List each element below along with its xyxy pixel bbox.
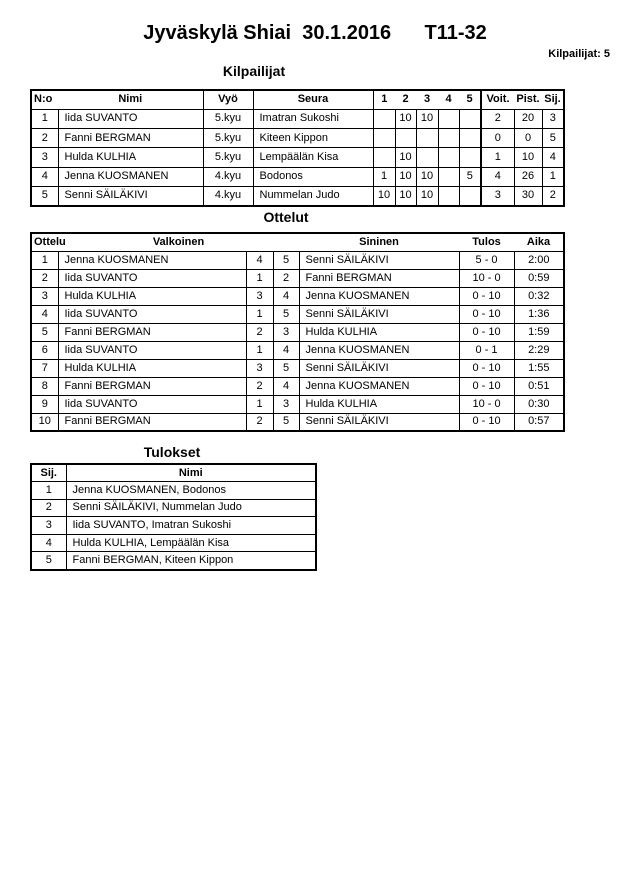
cell-white-number: 1 — [246, 395, 273, 413]
cell-score: 0 - 10 — [459, 359, 514, 377]
cell-points: 10 — [514, 148, 542, 167]
cell-blue-name: Senni SÄILÄKIVI — [299, 413, 459, 431]
cell-white-name: Hulda KULHIA — [58, 287, 246, 305]
cell-club: Nummelan Judo — [253, 186, 373, 205]
col-header-ottelu: Ottelu — [34, 235, 66, 248]
cell-place: 2 — [549, 189, 556, 202]
ottelut-row — [31, 341, 564, 359]
tulokset-header-row — [31, 464, 316, 482]
col-header-nimi: Nimi — [178, 466, 203, 479]
col-header-match-4: 4 — [445, 93, 452, 106]
cell-place: 3 — [549, 112, 556, 125]
cell-blue-name: Senni SÄILÄKIVI — [299, 251, 459, 269]
ottelut-table — [30, 232, 565, 432]
ottelut-row — [31, 359, 564, 377]
cell-belt: 5.kyu — [203, 148, 253, 167]
cell-white-name: Iida SUVANTO — [58, 341, 246, 359]
kilpailijat-row — [31, 148, 564, 167]
section-heading-tulokset: Tulokset — [143, 444, 201, 460]
cell-white-number: 4 — [246, 251, 273, 269]
cell-match-3: 10 — [416, 167, 438, 186]
ottelut-row — [31, 287, 564, 305]
cell-points: 20 — [514, 109, 542, 128]
cell-name: Jenna KUOSMANEN — [58, 167, 203, 186]
cell-white-number: 1 — [246, 305, 273, 323]
cell-name-club: Iida SUVANTO, Imatran Sukoshi — [72, 519, 232, 532]
kilpailijat-table — [30, 89, 565, 207]
ottelut-row — [31, 395, 564, 413]
cell-white-number: 1 — [246, 269, 273, 287]
col-header-tulos: Tulos — [472, 235, 501, 248]
col-header-aika: Aika — [526, 235, 551, 248]
cell-white-name: Iida SUVANTO — [58, 305, 246, 323]
cell-blue-number: 4 — [273, 377, 299, 395]
kilpailijat-row — [31, 167, 564, 186]
section-heading-ottelut: Ottelut — [263, 209, 309, 225]
cell-match-4 — [438, 148, 459, 167]
cell-white-number: 2 — [246, 413, 273, 431]
cell-wins: 2 — [481, 109, 514, 128]
cell-match-4 — [438, 186, 459, 205]
cell-points: 30 — [514, 186, 542, 205]
col-header-sij: Sij. — [544, 93, 561, 106]
col-header-sij: Sij. — [31, 464, 66, 482]
col-header-match-5: 5 — [459, 90, 481, 109]
ottelut-row — [31, 377, 564, 395]
cell-blue-number: 3 — [273, 395, 299, 413]
cell-match-no: 10 — [31, 413, 58, 431]
cell-match-3 — [416, 129, 438, 148]
cell-match-2: 10 — [395, 148, 416, 167]
cell-blue-number: 4 — [273, 287, 299, 305]
cell-club: Bodonos — [253, 167, 373, 186]
cell-white-number: 3 — [246, 287, 273, 305]
col-header-nimi: Nimi — [58, 90, 203, 109]
cell-blue-name: Fanni BERGMAN — [299, 269, 459, 287]
cell-wins: 4 — [481, 167, 514, 186]
cell-white-name: Hulda KULHIA — [58, 359, 246, 377]
cell-no: 1 — [31, 109, 58, 128]
cell-place: 5 — [31, 552, 66, 570]
cell-no: 4 — [31, 167, 58, 186]
cell-belt: 4.kyu — [203, 186, 253, 205]
cell-match-1: 10 — [373, 186, 395, 205]
cell-match-1 — [373, 129, 395, 148]
col-header-valkoinen: Valkoinen — [152, 235, 205, 248]
cell-white-name: Iida SUVANTO — [58, 395, 246, 413]
cell-blue-number: 4 — [273, 341, 299, 359]
cell-place: 3 — [31, 517, 66, 535]
cell-match-no: 3 — [31, 287, 58, 305]
cell-belt: 4.kyu — [203, 167, 253, 186]
cell-match-no: 6 — [31, 341, 58, 359]
cell-blue-number: 5 — [273, 359, 299, 377]
cell-name: Hulda KULHIA — [58, 148, 203, 167]
cell-match-no: 5 — [31, 323, 58, 341]
cell-score: 0 - 10 — [459, 305, 514, 323]
cell-white-number: 2 — [246, 377, 273, 395]
ottelut-row — [31, 269, 564, 287]
cell-place: 5 — [549, 131, 556, 144]
cell-blue-number: 5 — [273, 251, 299, 269]
cell-white-number: 1 — [246, 341, 273, 359]
cell-name: Fanni BERGMAN — [58, 129, 203, 148]
cell-belt: 5.kyu — [203, 109, 253, 128]
kilpailijat-row — [31, 186, 564, 205]
cell-match-2: 10 — [395, 109, 416, 128]
cell-blue-name: Jenna KUOSMANEN — [299, 341, 459, 359]
cell-score: 0 - 10 — [459, 413, 514, 431]
cell-points: 26 — [514, 167, 542, 186]
col-header-voit: Voit. — [486, 93, 510, 106]
ottelut-row — [31, 323, 564, 341]
cell-white-name: Fanni BERGMAN — [58, 323, 246, 341]
tulokset-row — [31, 534, 316, 552]
cell-match-5 — [459, 186, 481, 205]
cell-name-club: Senni SÄILÄKIVI, Nummelan Judo — [72, 501, 242, 514]
cell-name: Iida SUVANTO — [58, 109, 203, 128]
cell-white-number: 2 — [246, 323, 273, 341]
cell-club: Kiteen Kippon — [253, 129, 373, 148]
cell-match-2 — [395, 129, 416, 148]
cell-blue-number: 5 — [273, 413, 299, 431]
cell-score: 10 - 0 — [459, 395, 514, 413]
cell-time: 2:00 — [528, 253, 550, 266]
section-heading-kilpailijat: Kilpailijat — [222, 63, 286, 79]
cell-blue-number: 3 — [273, 323, 299, 341]
cell-no: 2 — [31, 129, 58, 148]
cell-time: 1:59 — [528, 325, 550, 338]
cell-blue-name: Jenna KUOSMANEN — [299, 287, 459, 305]
cell-match-5: 5 — [459, 167, 481, 186]
cell-points: 0 — [514, 129, 542, 148]
tulokset-row — [31, 482, 316, 500]
cell-match-1 — [373, 109, 395, 128]
cell-place: 1 — [31, 482, 66, 500]
col-header-match-1: 1 — [381, 93, 388, 106]
cell-match-3: 10 — [416, 186, 438, 205]
cell-score: 5 - 0 — [459, 251, 514, 269]
cell-time: 0:32 — [528, 289, 550, 302]
cell-no: 5 — [31, 186, 58, 205]
cell-match-5 — [459, 109, 481, 128]
cell-place: 4 — [31, 534, 66, 552]
cell-match-4 — [438, 109, 459, 128]
cell-place: 4 — [549, 151, 556, 164]
tulokset-row — [31, 499, 316, 517]
cell-white-name: Fanni BERGMAN — [58, 377, 246, 395]
cell-score: 0 - 10 — [459, 287, 514, 305]
kilpailijat-header-row — [31, 90, 564, 109]
cell-white-name: Iida SUVANTO — [58, 269, 246, 287]
cell-club: Lempäälän Kisa — [253, 148, 373, 167]
cell-time: 0:59 — [528, 271, 550, 284]
cell-blue-name: Senni SÄILÄKIVI — [299, 359, 459, 377]
cell-blue-name: Senni SÄILÄKIVI — [299, 305, 459, 323]
col-header-match-2: 2 — [402, 93, 409, 106]
col-header-vyo: Vyö — [203, 90, 253, 109]
cell-match-2: 10 — [395, 167, 416, 186]
cell-time: 1:36 — [528, 307, 550, 320]
ottelut-header-row — [31, 233, 564, 251]
competitors-count: Kilpailijat: 5 — [548, 48, 610, 60]
cell-wins: 3 — [481, 186, 514, 205]
cell-score: 0 - 10 — [459, 323, 514, 341]
col-header-no: N:o — [34, 93, 53, 106]
cell-blue-name: Hulda KULHIA — [299, 395, 459, 413]
cell-match-2: 10 — [395, 186, 416, 205]
page-title: Jyväskylä Shiai 30.1.2016 T11-32 — [143, 22, 487, 44]
cell-match-1: 1 — [373, 167, 395, 186]
col-header-sininen: Sininen — [359, 235, 399, 248]
cell-match-5 — [459, 148, 481, 167]
cell-white-name: Fanni BERGMAN — [58, 413, 246, 431]
cell-blue-number: 2 — [273, 269, 299, 287]
cell-blue-name: Hulda KULHIA — [299, 323, 459, 341]
cell-time: 0:30 — [528, 397, 550, 410]
cell-place: 2 — [31, 499, 66, 517]
cell-time: 2:29 — [528, 343, 550, 356]
ottelut-row — [31, 305, 564, 323]
ottelut-row — [31, 413, 564, 431]
ottelut-row — [31, 251, 564, 269]
cell-match-no: 4 — [31, 305, 58, 323]
cell-time: 0:51 — [528, 379, 550, 392]
cell-match-5 — [459, 129, 481, 148]
col-header-seura: Seura — [253, 90, 373, 109]
tulokset-row — [31, 517, 316, 535]
kilpailijat-row — [31, 129, 564, 148]
cell-wins: 0 — [481, 129, 514, 148]
cell-match-no: 8 — [31, 377, 58, 395]
tulokset-table — [30, 463, 317, 571]
cell-match-no: 7 — [31, 359, 58, 377]
cell-belt: 5.kyu — [203, 129, 253, 148]
cell-white-name: Jenna KUOSMANEN — [58, 251, 246, 269]
cell-club: Imatran Sukoshi — [253, 109, 373, 128]
cell-name-club: Hulda KULHIA, Lempäälän Kisa — [72, 536, 230, 549]
cell-match-1 — [373, 148, 395, 167]
cell-score: 0 - 10 — [459, 377, 514, 395]
col-header-match-3: 3 — [423, 93, 431, 106]
cell-match-3 — [416, 148, 438, 167]
cell-match-no: 1 — [31, 251, 58, 269]
cell-name: Senni SÄILÄKIVI — [58, 186, 203, 205]
tulokset-row — [31, 552, 316, 570]
kilpailijat-row — [31, 109, 564, 128]
cell-no: 3 — [31, 148, 58, 167]
cell-match-no: 9 — [31, 395, 58, 413]
cell-wins: 1 — [481, 148, 514, 167]
cell-match-4 — [438, 167, 459, 186]
cell-time: 1:55 — [528, 361, 550, 374]
cell-score: 0 - 1 — [459, 341, 514, 359]
cell-blue-number: 5 — [273, 305, 299, 323]
cell-name-club: Fanni BERGMAN, Kiteen Kippon — [72, 554, 234, 567]
col-header-pist: Pist. — [516, 93, 540, 106]
cell-match-3: 10 — [416, 109, 438, 128]
cell-score: 10 - 0 — [459, 269, 514, 287]
cell-match-no: 2 — [31, 269, 58, 287]
cell-name-club: Jenna KUOSMANEN, Bodonos — [72, 483, 226, 496]
cell-blue-name: Jenna KUOSMANEN — [299, 377, 459, 395]
cell-place: 1 — [549, 170, 556, 183]
cell-time: 0:57 — [528, 415, 550, 428]
cell-white-number: 3 — [246, 359, 273, 377]
cell-match-4 — [438, 129, 459, 148]
